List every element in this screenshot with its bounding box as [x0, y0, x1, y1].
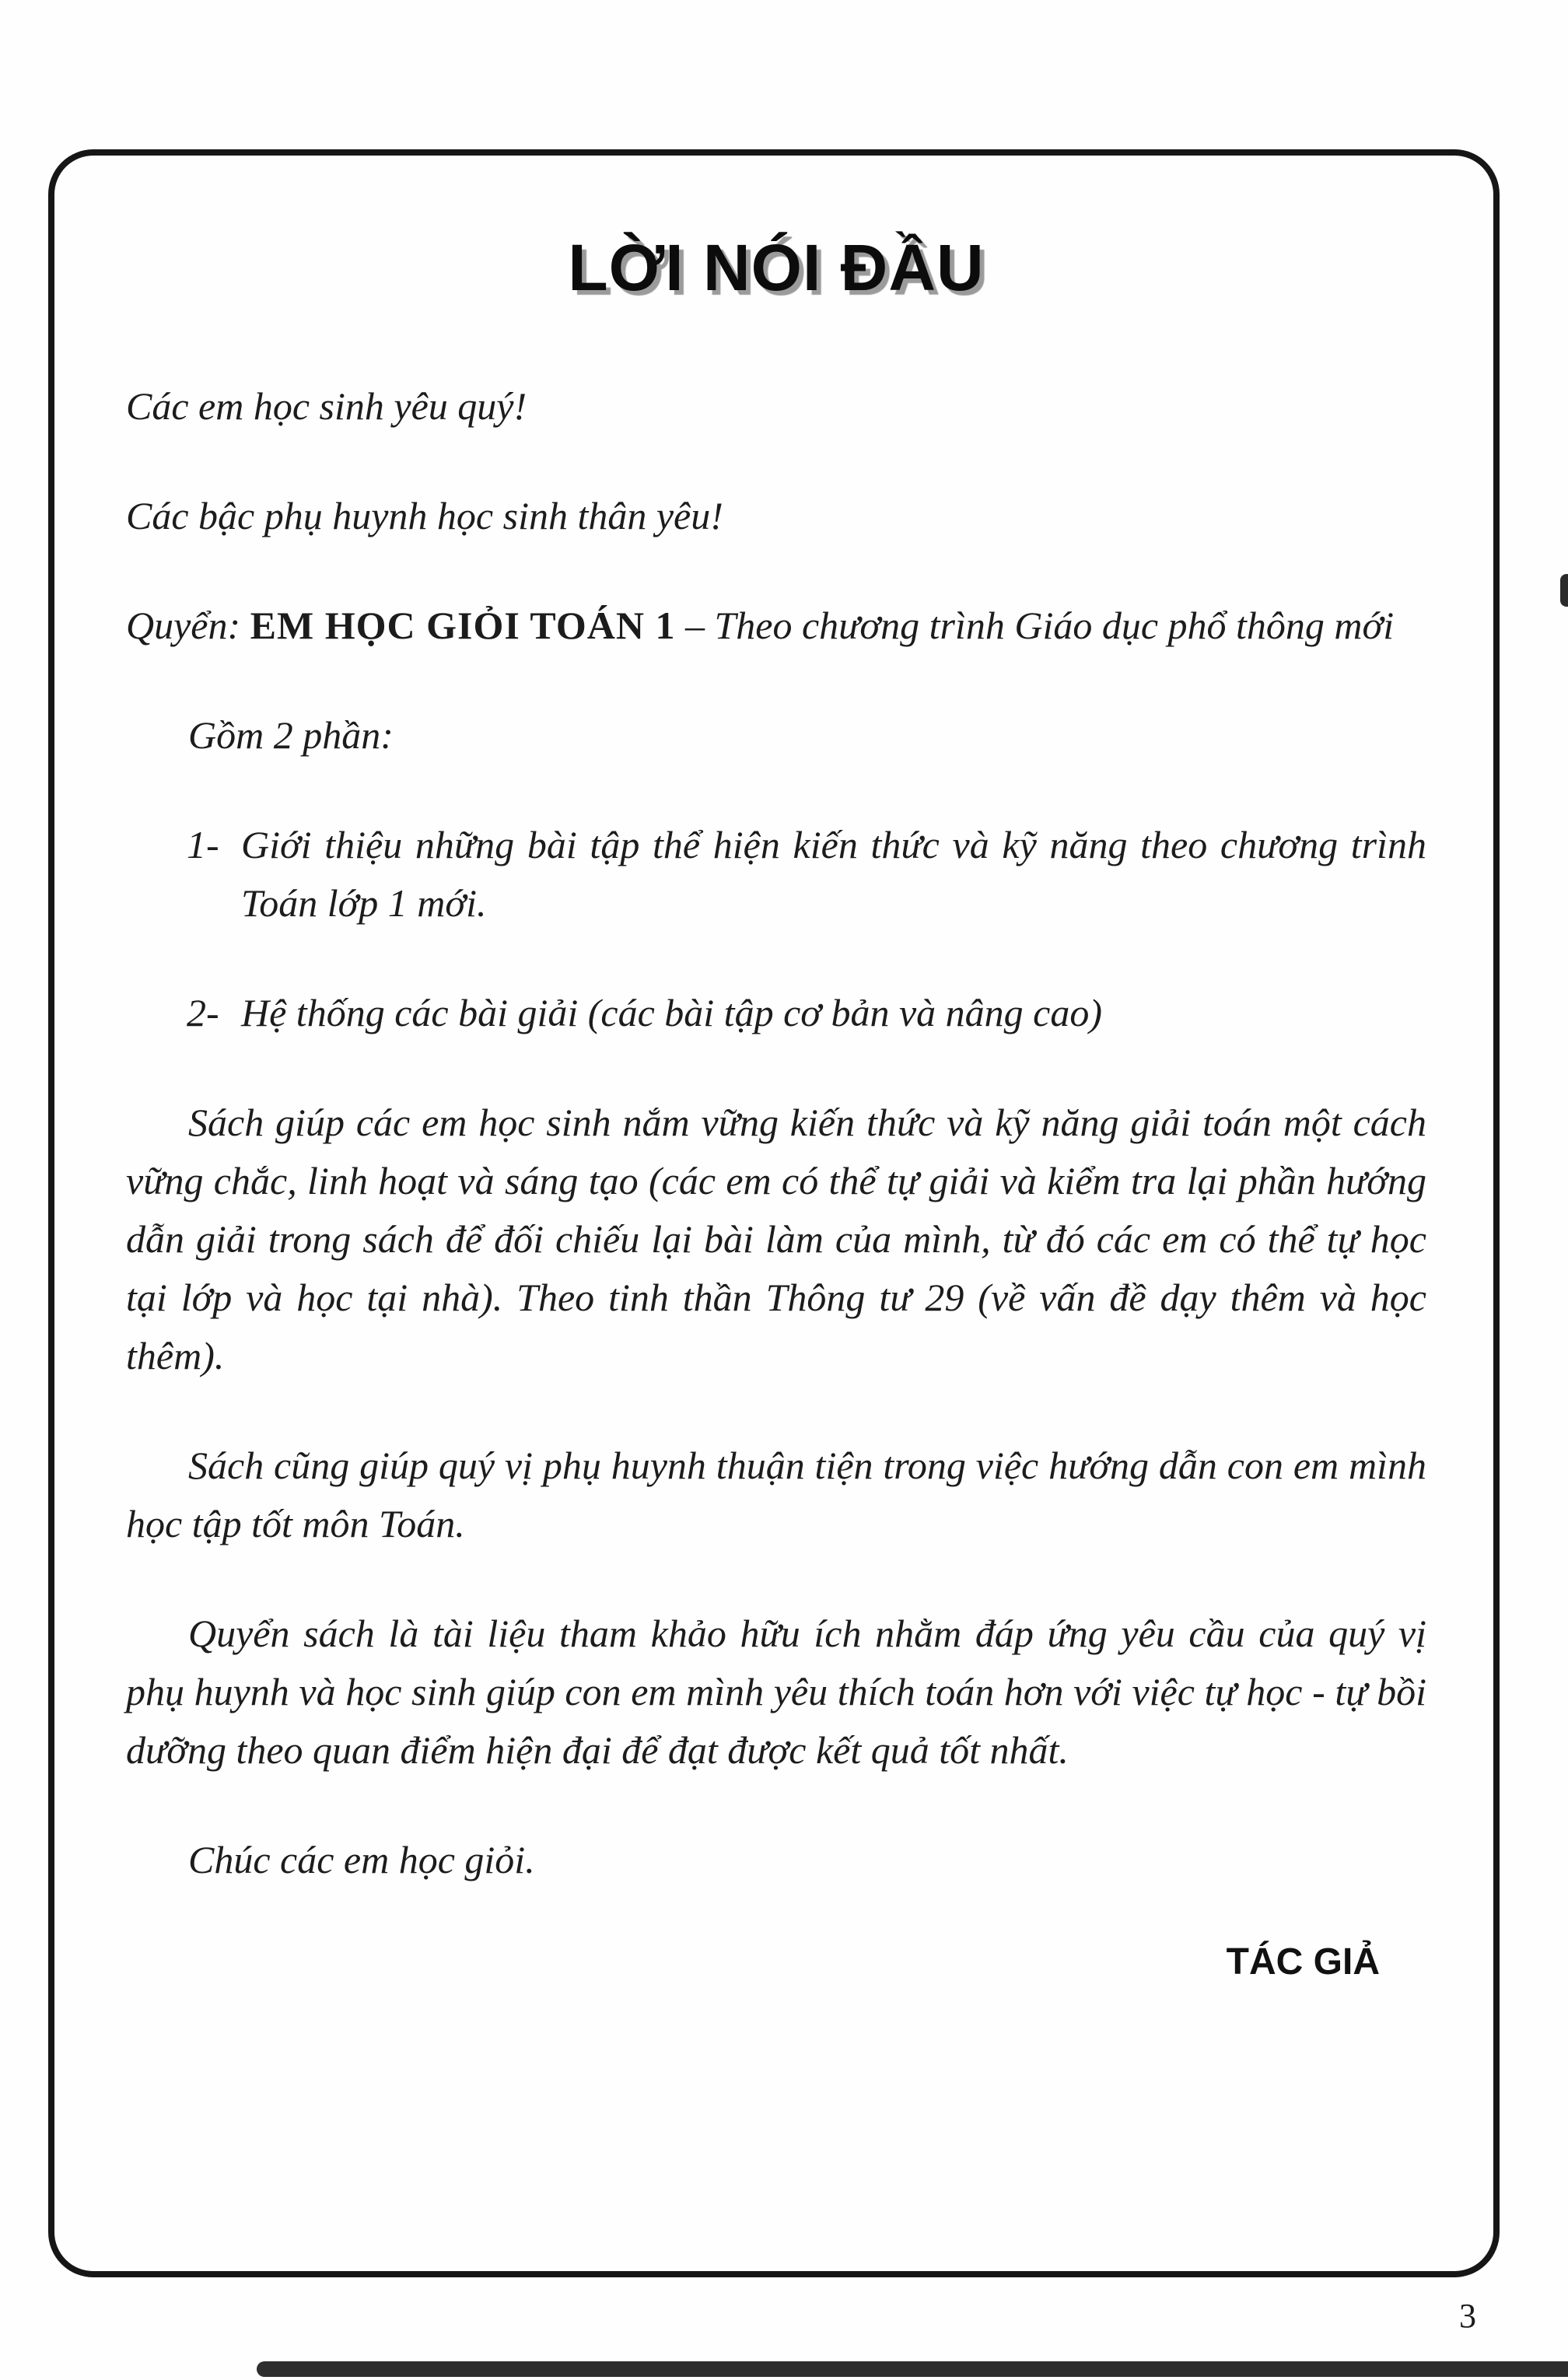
list-item-2	[126, 984, 1426, 1042]
list-item-1	[126, 816, 1426, 933]
greeting-students: Các em học sinh yêu quý!	[126, 384, 527, 428]
body-paragraph-1: Sách giúp các em học sinh nắm vững kiến thức và kỹ năng giải toán một cách vững chắc, linh hoạt và sáng tạo (các em có thể tự giải và kiểm tra lại phần hướng dẫn giải trong sách để đối chiếu lại bài làm của mình, từ đó các em có thể tự học tại lớp và học tại nhà). Theo tinh thần Thông tư 29 (về vấn đề dạy thêm và học thêm).	[126, 1101, 1426, 1377]
book-intro-prefix: Quyển:	[126, 604, 250, 647]
list-item-1-number: 1-	[187, 823, 219, 866]
scan-artifact-right	[1560, 574, 1568, 607]
parts-header: Gồm 2 phần:	[188, 713, 394, 757]
page-title: LỜI NÓI ĐẦU	[568, 231, 985, 304]
page-number: 3	[1459, 2297, 1476, 2335]
closing-line: Chúc các em học giỏi.	[188, 1838, 535, 1881]
body-paragraph-2: Sách cũng giúp quý vị phụ huynh thuận tiện trong việc hướng dẫn con em mình học tập tốt môn Toán.	[126, 1444, 1426, 1545]
list-item-2-number: 2-	[187, 991, 219, 1034]
list-item-2-text: Hệ thống các bài giải (các bài tập cơ bản và nâng cao)	[241, 991, 1102, 1034]
book-intro-suffix: – Theo chương trình Giáo dục phổ thông mới	[675, 604, 1395, 647]
author-signature: TÁC GIẢ	[1226, 1941, 1380, 1983]
book-title: EM HỌC GIỎI TOÁN 1	[250, 604, 676, 647]
list-item-1-text: Giới thiệu những bài tập thể hiện kiến thức và kỹ năng theo chương trình Toán lớp 1 mới.	[241, 823, 1426, 925]
page-border-frame	[48, 149, 1500, 2277]
book-intro	[126, 597, 1426, 655]
scan-artifact-bottom	[257, 2361, 1568, 2377]
greeting-parents: Các bậc phụ huynh học sinh thân yêu!	[126, 494, 723, 537]
body-paragraph-3: Quyển sách là tài liệu tham khảo hữu ích nhằm đáp ứng yêu cầu của quý vị phụ huynh và học sinh giúp con em mình yêu thích toán hơn với việc tự học - tự bồi dưỡng theo quan điểm hiện đại để đạt được kết quả tốt nhất.	[126, 1612, 1426, 1772]
